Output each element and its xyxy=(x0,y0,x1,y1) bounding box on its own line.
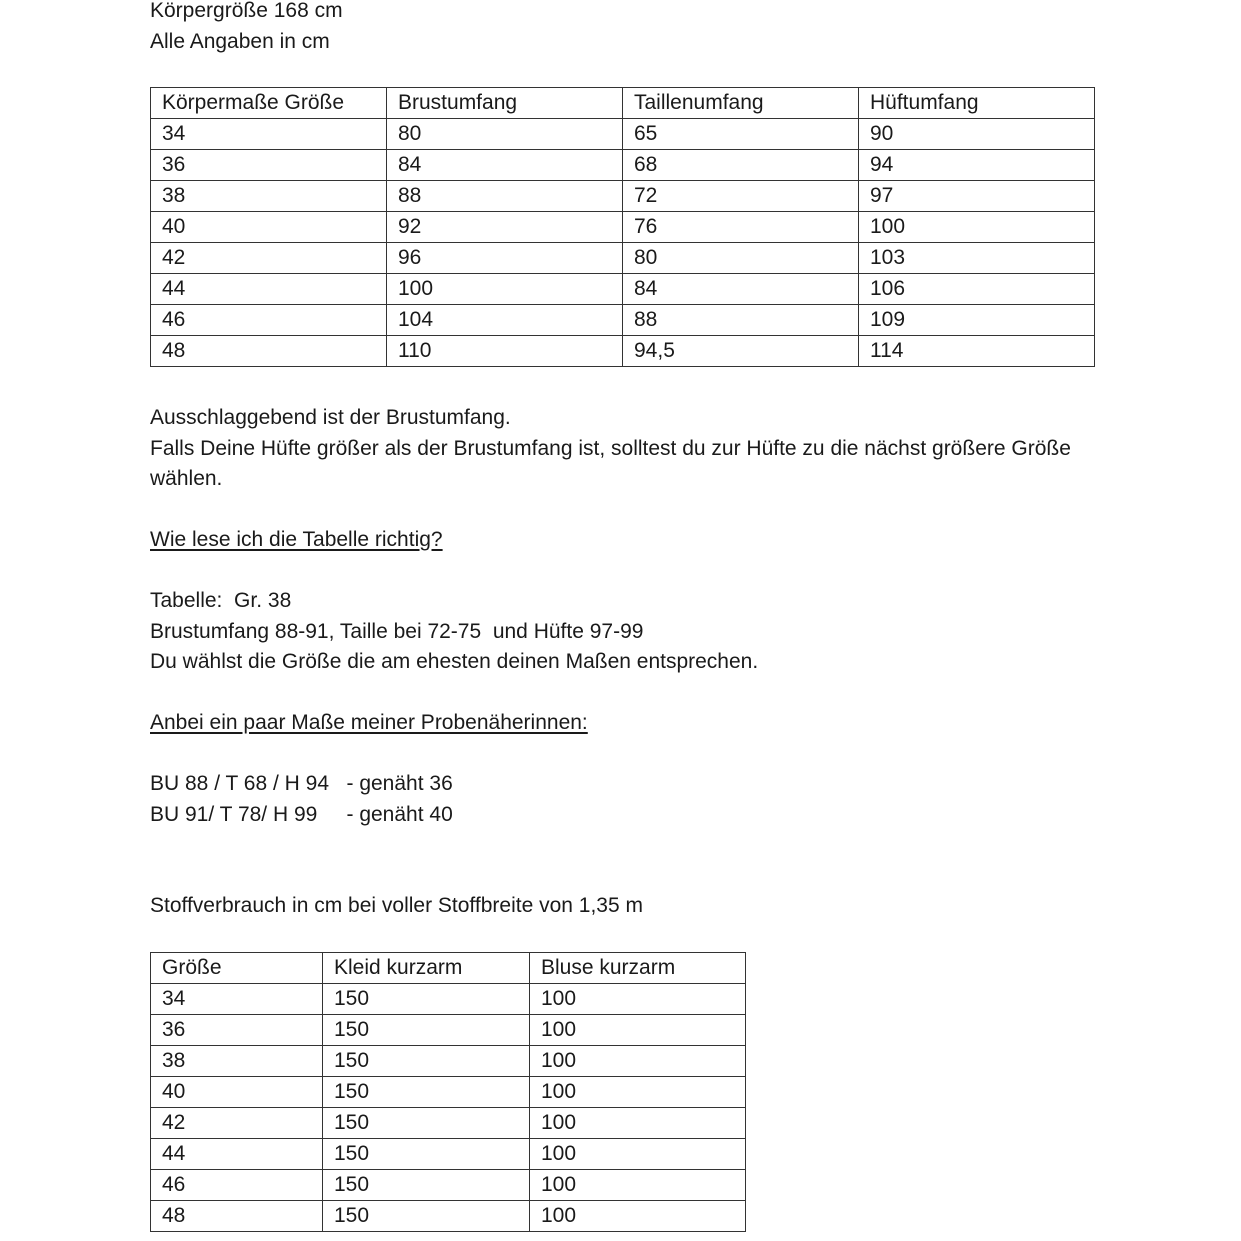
table-cell: 38 xyxy=(151,181,387,212)
table-row xyxy=(151,336,1095,367)
table-cell: 40 xyxy=(151,212,387,243)
table-cell: 100 xyxy=(530,1108,746,1139)
table-cell: 72 xyxy=(623,181,859,212)
howto-title-block xyxy=(150,525,443,556)
table-row xyxy=(151,1139,746,1170)
table-cell: 40 xyxy=(151,1077,323,1108)
table-row xyxy=(151,1077,746,1108)
body-height-line: Körpergröße 168 cm xyxy=(150,0,343,22)
table-cell: 150 xyxy=(323,1046,530,1077)
table-cell: 84 xyxy=(387,150,623,181)
table-row xyxy=(151,984,746,1015)
table-cell: 46 xyxy=(151,1170,323,1201)
table-cell: 150 xyxy=(323,1201,530,1232)
table-cell: 103 xyxy=(859,243,1095,274)
table-cell: 104 xyxy=(387,305,623,336)
table-cell: 38 xyxy=(151,1046,323,1077)
size-table-header-row xyxy=(151,88,1095,119)
table-cell: 109 xyxy=(859,305,1095,336)
table-cell: 80 xyxy=(623,243,859,274)
fabric-title-block xyxy=(150,891,643,922)
table-cell: 100 xyxy=(859,212,1095,243)
tester-line: BU 91/ T 78/ H 99 - genäht 40 xyxy=(150,802,453,826)
table-cell: 34 xyxy=(151,984,323,1015)
table-cell: 46 xyxy=(151,305,387,336)
table-cell: 100 xyxy=(530,1139,746,1170)
table-cell: 94,5 xyxy=(623,336,859,367)
size-table-header-cell: Körpermaße Größe xyxy=(151,88,387,119)
table-row xyxy=(151,305,1095,336)
howto-heading: Wie lese ich die Tabelle richtig? xyxy=(150,528,443,551)
table-cell: 100 xyxy=(530,984,746,1015)
table-cell: 106 xyxy=(859,274,1095,305)
table-cell: 90 xyxy=(859,119,1095,150)
example-block xyxy=(150,586,758,678)
table-cell: 94 xyxy=(859,150,1095,181)
table-cell: 150 xyxy=(323,1170,530,1201)
table-cell: 68 xyxy=(623,150,859,181)
table-cell: 96 xyxy=(387,243,623,274)
table-row xyxy=(151,243,1095,274)
units-note-line: Alle Angaben in cm xyxy=(150,29,330,53)
testers-title-block xyxy=(150,708,588,739)
table-cell: 76 xyxy=(623,212,859,243)
table-cell: 42 xyxy=(151,1108,323,1139)
table-cell: 100 xyxy=(530,1077,746,1108)
fabric-table-header-cell: Größe xyxy=(151,953,323,984)
notes-block xyxy=(150,403,1095,495)
table-cell: 97 xyxy=(859,181,1095,212)
table-row xyxy=(151,274,1095,305)
size-table-header-cell: Taillenumfang xyxy=(623,88,859,119)
table-cell: 42 xyxy=(151,243,387,274)
table-cell: 150 xyxy=(323,1015,530,1046)
fabric-table-header-cell: Bluse kurzarm xyxy=(530,953,746,984)
example-measures-line: Brustumfang 88-91, Taille bei 72-75 und Hüfte 97-99 xyxy=(150,619,644,643)
tester-line: BU 88 / T 68 / H 94 - genäht 36 xyxy=(150,772,453,795)
fabric-heading: Stoffverbrauch in cm bei voller Stoffbreite von 1,35 m xyxy=(150,894,643,917)
testers-heading: Anbei ein paar Maße meiner Probenäherinnen: xyxy=(150,711,588,734)
table-row xyxy=(151,181,1095,212)
table-cell: 100 xyxy=(530,1015,746,1046)
example-size-line: Tabelle: Gr. 38 xyxy=(150,589,292,612)
table-cell: 88 xyxy=(623,305,859,336)
table-cell: 100 xyxy=(387,274,623,305)
testers-block xyxy=(150,769,453,830)
size-table-header-cell: Hüftumfang xyxy=(859,88,1095,119)
table-cell: 100 xyxy=(530,1170,746,1201)
table-cell: 150 xyxy=(323,1108,530,1139)
deciding-measure-line: Ausschlaggebend ist der Brustumfang. xyxy=(150,406,511,429)
size-table-header-cell: Brustumfang xyxy=(387,88,623,119)
table-cell: 36 xyxy=(151,150,387,181)
size-table xyxy=(150,87,1095,367)
table-cell: 48 xyxy=(151,1201,323,1232)
hip-advice-paragraph: Falls Deine Hüfte größer als der Brustumfang ist, solltest du zur Hüfte zu die nächst größere Größe wählen. xyxy=(150,436,1071,490)
table-cell: 110 xyxy=(387,336,623,367)
table-cell: 34 xyxy=(151,119,387,150)
table-cell: 92 xyxy=(387,212,623,243)
table-cell: 100 xyxy=(530,1046,746,1077)
table-row xyxy=(151,1108,746,1139)
table-cell: 150 xyxy=(323,1077,530,1108)
table-cell: 80 xyxy=(387,119,623,150)
table-cell: 44 xyxy=(151,1139,323,1170)
example-advice-line: Du wählst die Größe die am ehesten deinen Maßen entsprechen. xyxy=(150,650,759,673)
table-row xyxy=(151,1046,746,1077)
table-row xyxy=(151,150,1095,181)
table-cell: 150 xyxy=(323,984,530,1015)
header-block xyxy=(150,0,343,57)
table-cell: 48 xyxy=(151,336,387,367)
table-row xyxy=(151,119,1095,150)
table-cell: 88 xyxy=(387,181,623,212)
table-cell: 84 xyxy=(623,274,859,305)
table-row xyxy=(151,1170,746,1201)
table-cell: 100 xyxy=(530,1201,746,1232)
table-cell: 65 xyxy=(623,119,859,150)
table-cell: 44 xyxy=(151,274,387,305)
table-cell: 36 xyxy=(151,1015,323,1046)
table-row xyxy=(151,1015,746,1046)
table-cell: 150 xyxy=(323,1139,530,1170)
fabric-table xyxy=(150,952,746,1232)
fabric-table-header-cell: Kleid kurzarm xyxy=(323,953,530,984)
table-row xyxy=(151,212,1095,243)
fabric-table-header-row xyxy=(151,953,746,984)
table-row xyxy=(151,1201,746,1232)
table-cell: 114 xyxy=(859,336,1095,367)
